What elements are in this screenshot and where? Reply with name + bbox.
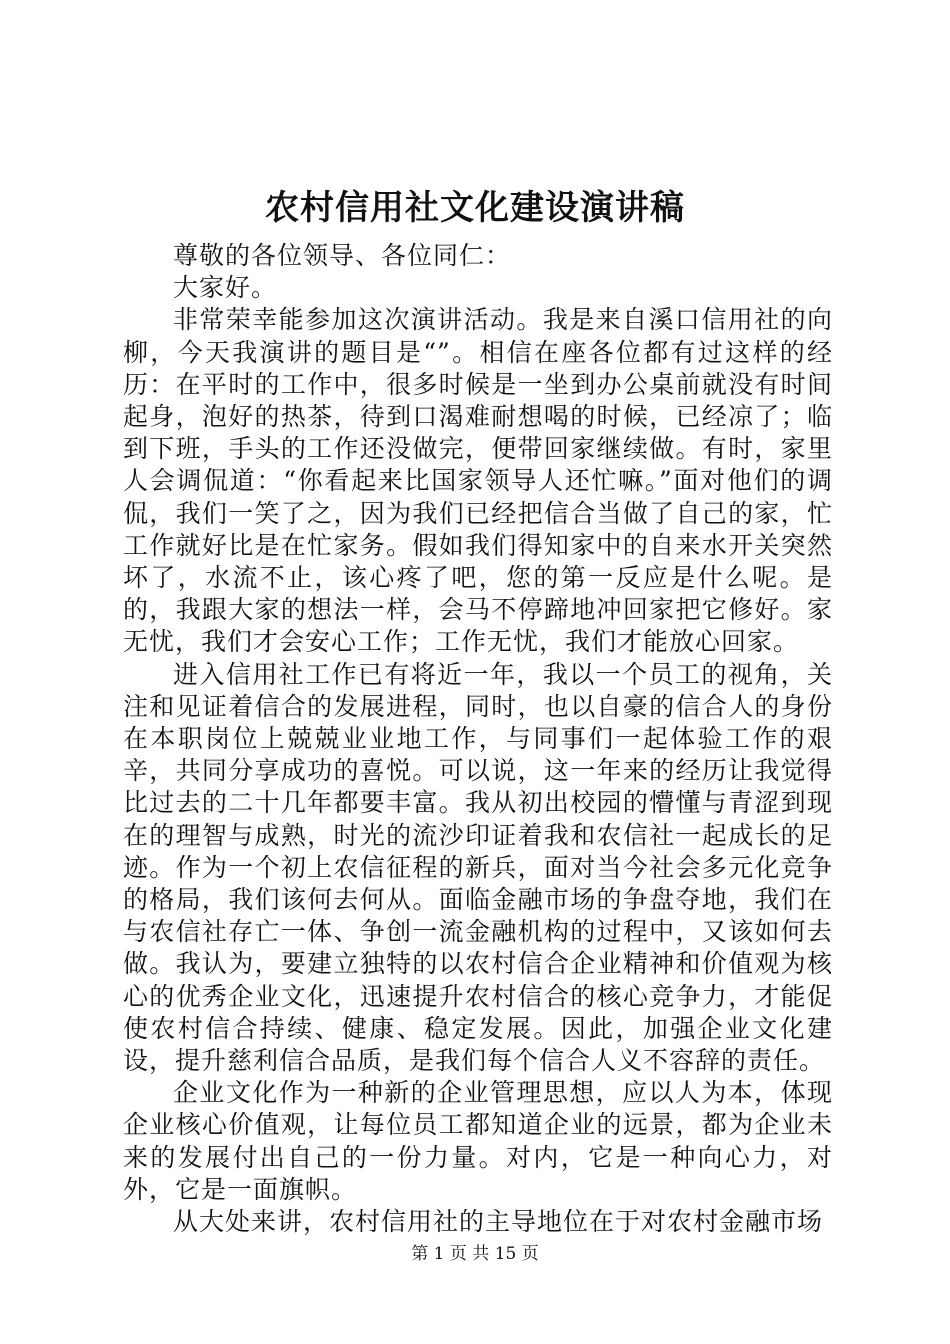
page-number-footer: 第 1 页 共 15 页	[411, 1244, 539, 1264]
paragraph: 进入信用社工作已有将近一年，我以一个员工的视角，关注和见证着信合的发展进程，同时，也以自豪的信合人的身份在本职岗位上兢兢业业地工作，与同事们一起体验工作的艰辛，共同分享成功的喜悦。可以说，这一年来的经历让我觉得比过去的二十几年都要丰富。我从初出校园的懵懂与青涩到现在的理智与成熟，时光的流沙印证着我和农信社一起成长的足迹。作为一个初上农信征程的新兵，面对当今社会多元化竞争的格局，我们该何去何从。面临金融市场的争盘夺地，我们在与农信社存亡一体、争创一流金融机构的过程中，又该如何去做。我认为，要建立独特的以农村信合企业精神和价值观为核心的优秀企业文化，迅速提升农村信合的核心竞争力，才能促使农村信合持续、健康、稳定发展。因此，加强企业文化建设，提升慈利信合品质，是我们每个信合人义不容辞的责任。	[123, 659, 833, 1076]
document-title: 农村信用社文化建设演讲稿	[265, 188, 685, 228]
paragraph-greeting: 大家好。	[173, 273, 278, 303]
paragraph: 从大处来讲，农村信用社的主导地位在于对农村金融市场	[173, 1207, 824, 1237]
paragraph: 非常荣幸能参加这次演讲活动。我是来自溪口信用社的向柳，今天我演讲的题目是“”。相信在座各位都有过这样的经历：在平时的工作中，很多时候是一坐到办公桌前就没有时间起身，泡好的热茶，待到口渴难耐想喝的时候，已经凉了；临到下班，手头的工作还没做完，便带回家继续做。有时，家里人会调侃道：“你看起来比国家领导人还忙嘛。”面对他们的调侃，我们一笑了之，因为我们已经把信合当做了自己的家，忙工作就好比是在忙家务。假如我们得知家中的自来水开关突然坏了，水流不止，该心疼了吧，您的第一反应是什么呢。是的，我跟大家的想法一样，会马不停蹄地冲回家把它修好。家无忧，我们才会安心工作；工作无忧，我们才能放心回家。	[123, 305, 833, 657]
paragraph-salutation: 尊敬的各位领导、各位同仁：	[173, 241, 512, 270]
document-body	[123, 240, 833, 1238]
paragraph: 企业文化作为一种新的企业管理思想，应以人为本，体现企业核心价值观，让每位员工都知道企业的远景，都为企业未来的发展付出自己的一份力量。对内，它是一种向心力，对外，它是一面旗帜。	[123, 1078, 833, 1204]
